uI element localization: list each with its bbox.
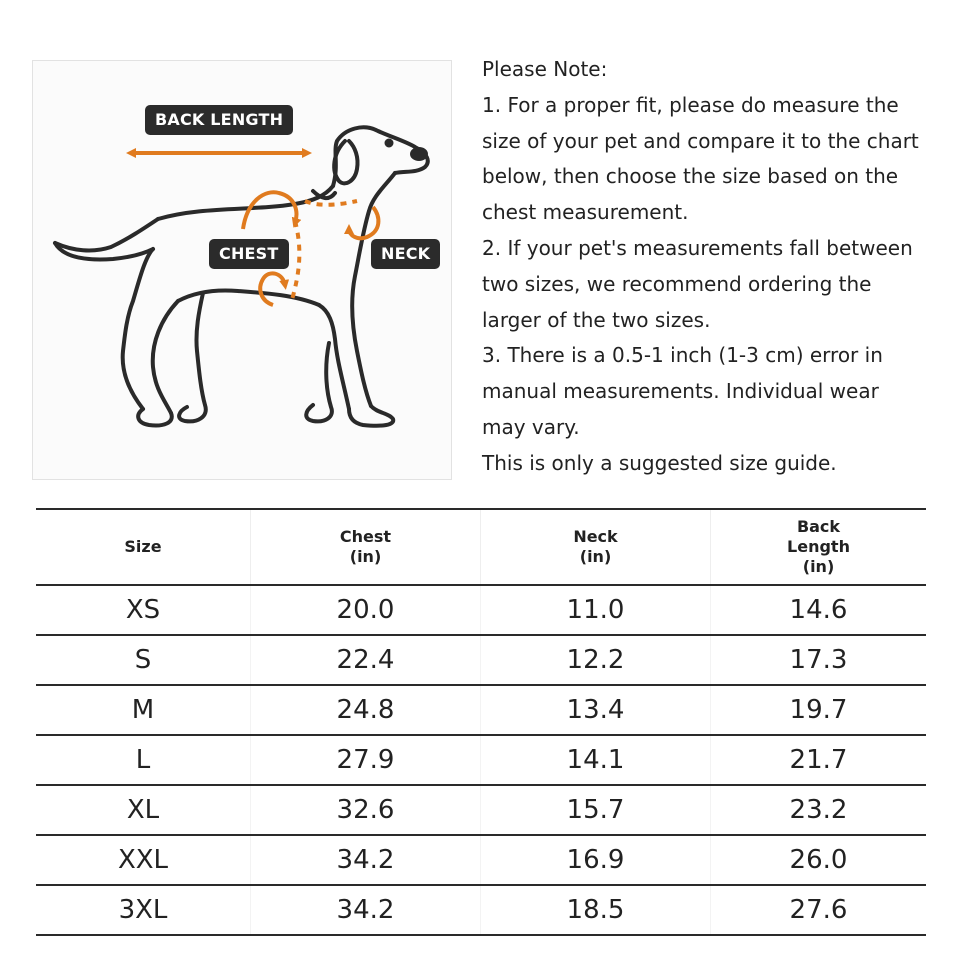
table-row bbox=[36, 785, 926, 835]
header-unit: (in) bbox=[579, 547, 612, 566]
table-header-row bbox=[36, 509, 926, 585]
header-chest bbox=[251, 509, 481, 585]
notes-line: size of your pet and compare it to the chart bbox=[482, 128, 919, 153]
notes-line: manual measurements. Individual wear bbox=[482, 379, 879, 404]
cell-size: XL bbox=[36, 785, 251, 835]
cell-neck: 14.1 bbox=[481, 735, 711, 785]
notes-line: 1. For a proper fit, please do measure the bbox=[482, 92, 899, 117]
neck-tag: NECK bbox=[371, 239, 440, 269]
cell-chest: 20.0 bbox=[251, 585, 481, 635]
table-row bbox=[36, 685, 926, 735]
cell-back-length: 17.3 bbox=[711, 635, 927, 685]
cell-chest: 34.2 bbox=[251, 835, 481, 885]
table-row bbox=[36, 885, 926, 935]
cell-chest: 22.4 bbox=[251, 635, 481, 685]
dog-outline bbox=[55, 127, 428, 425]
notes-line: 2. If your pet's measurements fall between bbox=[482, 235, 913, 260]
chest-arrow-bottom bbox=[260, 273, 285, 305]
cell-chest: 27.9 bbox=[251, 735, 481, 785]
header-back-length bbox=[711, 509, 927, 585]
header-text: Chest bbox=[339, 527, 392, 546]
table-row bbox=[36, 735, 926, 785]
header-text: Length bbox=[787, 537, 850, 556]
header-unit: (in) bbox=[349, 547, 382, 566]
header-size bbox=[36, 509, 251, 585]
cell-neck: 11.0 bbox=[481, 585, 711, 635]
notes-line: below, then choose the size based on the bbox=[482, 164, 899, 189]
cell-neck: 12.2 bbox=[481, 635, 711, 685]
chest-tag: CHEST bbox=[209, 239, 289, 269]
cell-size: S bbox=[36, 635, 251, 685]
table-row bbox=[36, 585, 926, 635]
header-text: Back bbox=[796, 517, 841, 536]
cell-back-length: 23.2 bbox=[711, 785, 927, 835]
notes-line: may vary. bbox=[482, 414, 580, 439]
notes-line: This is only a suggested size guide. bbox=[482, 450, 837, 475]
cell-size: XS bbox=[36, 585, 251, 635]
cell-back-length: 21.7 bbox=[711, 735, 927, 785]
header-text: Neck bbox=[573, 527, 618, 546]
notes-heading: Please Note: bbox=[482, 57, 608, 81]
cell-back-length: 27.6 bbox=[711, 885, 927, 935]
cell-chest: 24.8 bbox=[251, 685, 481, 735]
size-notes bbox=[482, 52, 952, 482]
measurement-diagram bbox=[32, 60, 452, 480]
header-text: Size bbox=[124, 537, 162, 556]
cell-neck: 15.7 bbox=[481, 785, 711, 835]
table-row bbox=[36, 835, 926, 885]
cell-back-length: 19.7 bbox=[711, 685, 927, 735]
header-unit: (in) bbox=[802, 557, 835, 576]
cell-chest: 32.6 bbox=[251, 785, 481, 835]
chest-dashed-line bbox=[291, 221, 299, 303]
cell-neck: 18.5 bbox=[481, 885, 711, 935]
back-length-tag: BACK LENGTH bbox=[145, 105, 293, 135]
cell-neck: 16.9 bbox=[481, 835, 711, 885]
cell-size: XXL bbox=[36, 835, 251, 885]
notes-line: larger of the two sizes. bbox=[482, 307, 711, 332]
size-chart-table bbox=[36, 508, 926, 936]
cell-back-length: 14.6 bbox=[711, 585, 927, 635]
notes-line: two sizes, we recommend ordering the bbox=[482, 271, 872, 296]
cell-back-length: 26.0 bbox=[711, 835, 927, 885]
cell-neck: 13.4 bbox=[481, 685, 711, 735]
cell-size: L bbox=[36, 735, 251, 785]
cell-chest: 34.2 bbox=[251, 885, 481, 935]
notes-line: 3. There is a 0.5-1 inch (1-3 cm) error in bbox=[482, 343, 883, 368]
table-row bbox=[36, 635, 926, 685]
notes-line: chest measurement. bbox=[482, 200, 689, 225]
chest-arrow-top bbox=[243, 192, 296, 229]
cell-size: M bbox=[36, 685, 251, 735]
cell-size: 3XL bbox=[36, 885, 251, 935]
header-neck bbox=[481, 509, 711, 585]
